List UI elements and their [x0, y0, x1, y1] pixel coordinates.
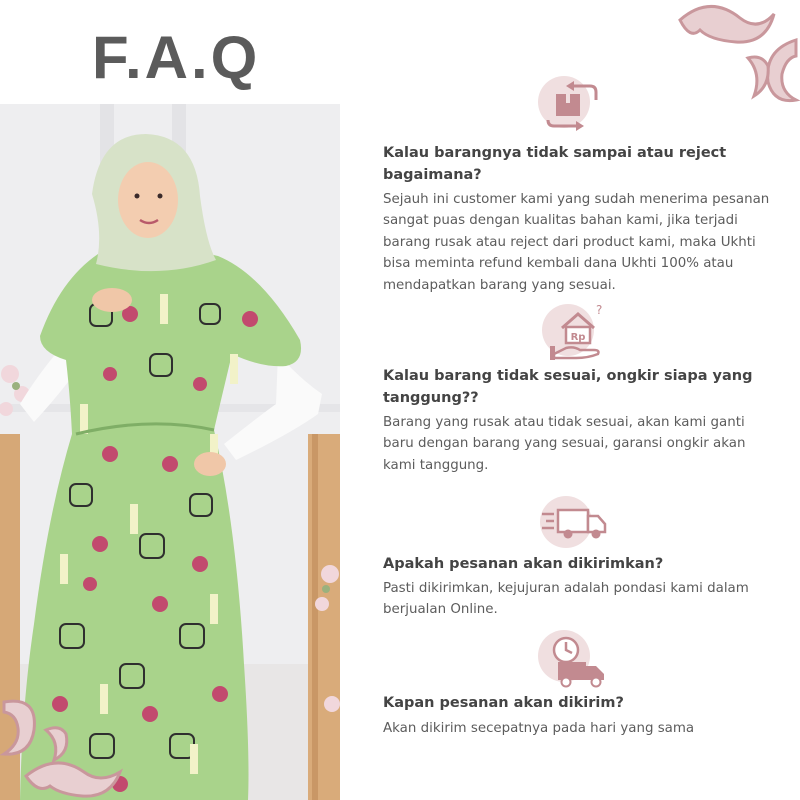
return-box-icon [536, 72, 610, 136]
faq-question-3: Apakah pesanan akan dikirimkan? [383, 556, 664, 572]
faq-answer-2: Barang yang rusak atau tidak sesuai, akan kami ganti baru dengan barang yang sesuai, garansi ongkir akan kami tanggung. [383, 415, 746, 473]
ornament-top-right-icon [670, 0, 800, 112]
svg-text:Rp: Rp [570, 332, 586, 343]
refund-house-hand-icon [540, 300, 614, 364]
clock-delivery-truck-icon [536, 628, 610, 692]
fast-delivery-truck-icon [538, 492, 612, 556]
faq-question-2: Kalau barang tidak sesuai, ongkir siapa yang tanggung?? [383, 368, 753, 406]
faq-answer-3: Pasti dikirimkan, kejujuran adalah pondasi kami dalam berjualan Online. [383, 581, 749, 618]
svg-text:?: ? [596, 303, 603, 317]
page-title: F.A.Q [92, 24, 261, 91]
faq-question-4: Kapan pesanan akan dikirim? [383, 695, 624, 711]
ornament-bottom-left-icon [0, 682, 130, 800]
faq-answer-4: Akan dikirim secepatnya pada hari yang sama [383, 721, 695, 736]
faq-question-1: Kalau barangnya tidak sampai atau reject bagaimana? [383, 145, 727, 183]
faq-answer-1: Sejauh ini customer kami yang sudah menerima pesanan sangat puas dengan kualitas bahan kami, jika terjadi barang rusak atau reject dari product kami, maka Ukhti bisa meminta refund kembali dana Ukhti 100% atau mendapatkan barang yang sesuai. [383, 192, 770, 293]
